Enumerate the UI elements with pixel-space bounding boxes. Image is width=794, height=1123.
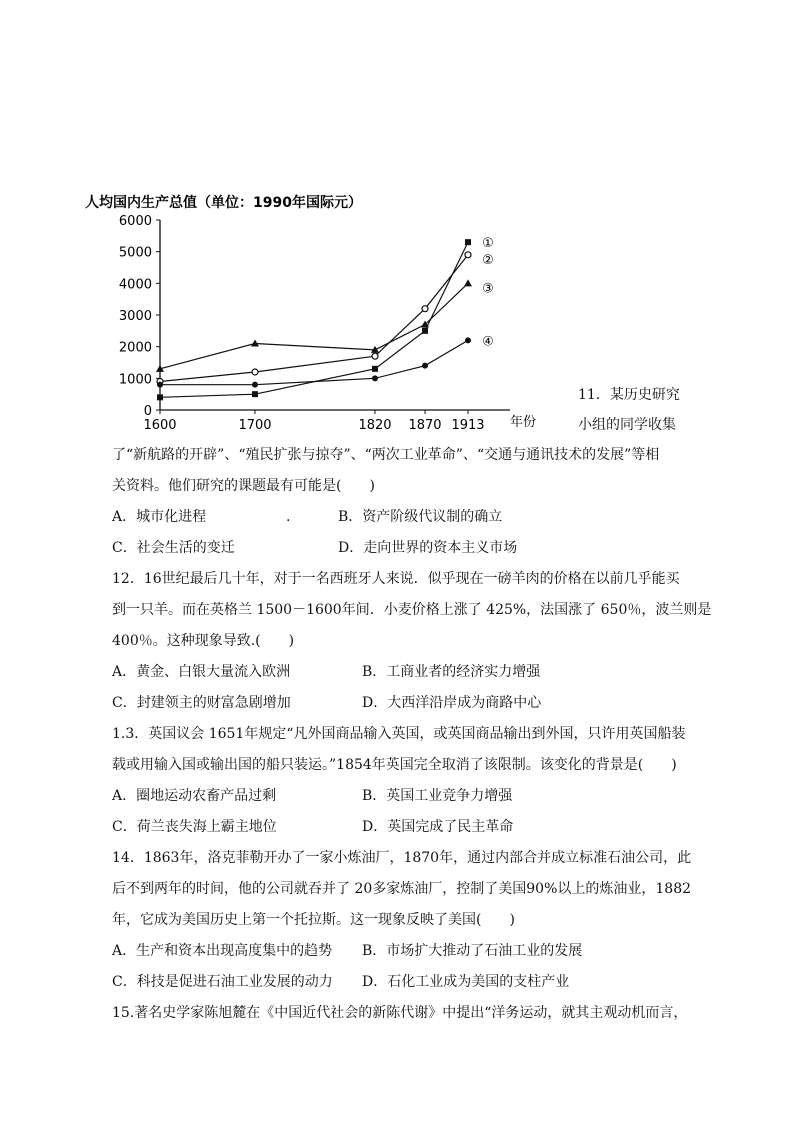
q14-option-a: A．生产和资本出现高度集中的趋势 — [112, 943, 333, 959]
x-tick-label: 1913 — [451, 418, 485, 433]
x-tick-label: 1870 — [408, 418, 442, 433]
q14-options-row-1 — [112, 936, 687, 967]
series-line-2 — [160, 255, 468, 382]
series-2-point — [252, 369, 258, 375]
q11-option-a: A．城市化进程 — [112, 509, 207, 525]
q13-options-row-2 — [112, 812, 687, 843]
series-2-point — [465, 252, 471, 258]
q13-option-c: C．荷兰丧失海上霸主地位 — [112, 819, 277, 835]
series-4-point — [422, 363, 428, 369]
series-4-point — [372, 375, 378, 381]
q12-line-2: 到一只羊。而在英格兰 1500－1600年间．小麦价格上涨了 425%，法国涨了 650％，波兰则是 — [112, 602, 712, 618]
q12-option-d: D．大西洋沿岸成为商路中心 — [362, 695, 542, 711]
y-tick-label: 2000 — [118, 340, 152, 356]
series-3-point — [464, 279, 472, 286]
series-1-point — [422, 328, 428, 334]
q12-line-3: 400％。这种现象导致.( ) — [112, 633, 295, 649]
q13-line-1: 1.3．英国议会 1651年规定“凡外国商品输入英国，或英国商品输出到外国，只许用英国船装 — [112, 726, 686, 742]
q12-option-c: C．封建领主的财富急剧增加 — [112, 695, 291, 711]
q13-option-a: A．圈地运动农畜产品过剩 — [112, 788, 277, 804]
series-1-point — [372, 366, 378, 372]
series-label-2: ② — [482, 252, 494, 268]
questions — [112, 440, 712, 1029]
q13-option-b: B．英国工业竞争力增强 — [362, 788, 513, 804]
x-tick-label: 1700 — [238, 418, 272, 433]
q12-line-1: 12．16世纪最后几十年，对于一名西班牙人来说．似乎现在一磅羊肉的价格在以前几乎能买 — [112, 571, 680, 587]
q12-options-row-2 — [112, 688, 687, 719]
chart-svg — [85, 185, 555, 435]
series-1-point — [465, 239, 471, 245]
q14-line-3: 年，它成为美国历史上第一个托拉斯。这一现象反映了美国( ) — [112, 912, 515, 928]
q13-line-2: 载或用输入国或输出国的船只装运。”1854年英国完全取消了该限制。该变化的背景是( ) — [112, 757, 677, 773]
series-line-1 — [160, 242, 468, 397]
series-4-point — [252, 382, 258, 388]
series-2-point — [422, 306, 428, 312]
q11-option-c: C．社会生活的变迁 — [112, 540, 235, 556]
series-label-1: ① — [482, 236, 494, 252]
series-1-point — [157, 394, 163, 400]
y-tick-label: 5000 — [118, 245, 152, 261]
chart-series — [156, 239, 472, 400]
series-label-4: ④ — [482, 334, 494, 350]
q14-options-row-2 — [112, 967, 687, 998]
y-tick-label: 1000 — [118, 372, 152, 388]
gdp-per-capita-chart — [85, 185, 555, 435]
y-tick-label: 4000 — [118, 277, 152, 293]
q14-line-1: 14．1863年，洛克菲勒开办了一家小炼油厂，1870年，通过内部合并成立标准石油公司，此 — [112, 850, 692, 866]
q11-side-line-1: 11．某历史研究 — [578, 387, 680, 403]
q11-stray-mark: . — [286, 509, 291, 525]
series-label-3: ③ — [482, 281, 494, 297]
chart-title: 人均国内生产总值（单位：1990年国际元） — [85, 195, 362, 211]
q12-options-row-1 — [112, 657, 687, 688]
y-tick-label: 3000 — [118, 309, 152, 324]
y-tick-label: 0 — [143, 404, 152, 419]
q13-option-d: D．英国完成了民主革命 — [362, 819, 514, 835]
q15-line-1: 15.著名史学家陈旭麓在《中国近代社会的新陈代谢》中提出“洋务运动，就其主观动机而言， — [112, 1005, 688, 1021]
x-tick-label: 1820 — [358, 418, 392, 433]
q11-option-b: B．资产阶级代议制的确立 — [338, 509, 503, 525]
series-1-point — [252, 391, 258, 397]
q11-options-row-2 — [112, 533, 687, 564]
q13-options-row-1 — [112, 781, 687, 812]
q11-options-row-1 — [112, 502, 687, 533]
q11-side-line-2: 小组的同学收集 — [578, 417, 676, 433]
chart-series-labels — [482, 236, 494, 349]
q12-option-a: A．黄金、白银大量流入欧洲 — [112, 664, 291, 680]
series-line-3 — [160, 283, 468, 368]
q14-option-c: C．科技是促进石油工业发展的动力 — [112, 974, 333, 990]
series-2-point — [372, 353, 378, 359]
q14-option-d: D．石化工业成为美国的支柱产业 — [362, 974, 570, 990]
q11-line-4: 关资料。他们研究的课题最有可能是( ) — [112, 478, 375, 494]
y-tick-label: 6000 — [118, 214, 152, 229]
q12-option-b: B．工商业者的经济实力增强 — [362, 664, 541, 680]
q14-option-b: B．市场扩大推动了石油工业的发展 — [362, 943, 583, 959]
x-axis-label: 年份 — [510, 415, 537, 430]
q11-line-3: 了“新航路的开辟”、“殖民扩张与掠夺”、“两次工业革命”、“交通与通讯技术的发展”等相 — [112, 447, 660, 463]
q11-option-d: D．走向世界的资本主义市场 — [338, 540, 518, 556]
q14-line-2: 后不到两年的时间，他的公司就吞并了 20多家炼油厂，控制了美国90%以上的炼油业，1882 — [112, 881, 692, 897]
series-4-point — [465, 337, 471, 343]
series-3-point — [251, 340, 259, 347]
series-4-point — [157, 382, 163, 388]
x-tick-label: 1600 — [143, 418, 177, 433]
chart-axes — [119, 214, 536, 433]
